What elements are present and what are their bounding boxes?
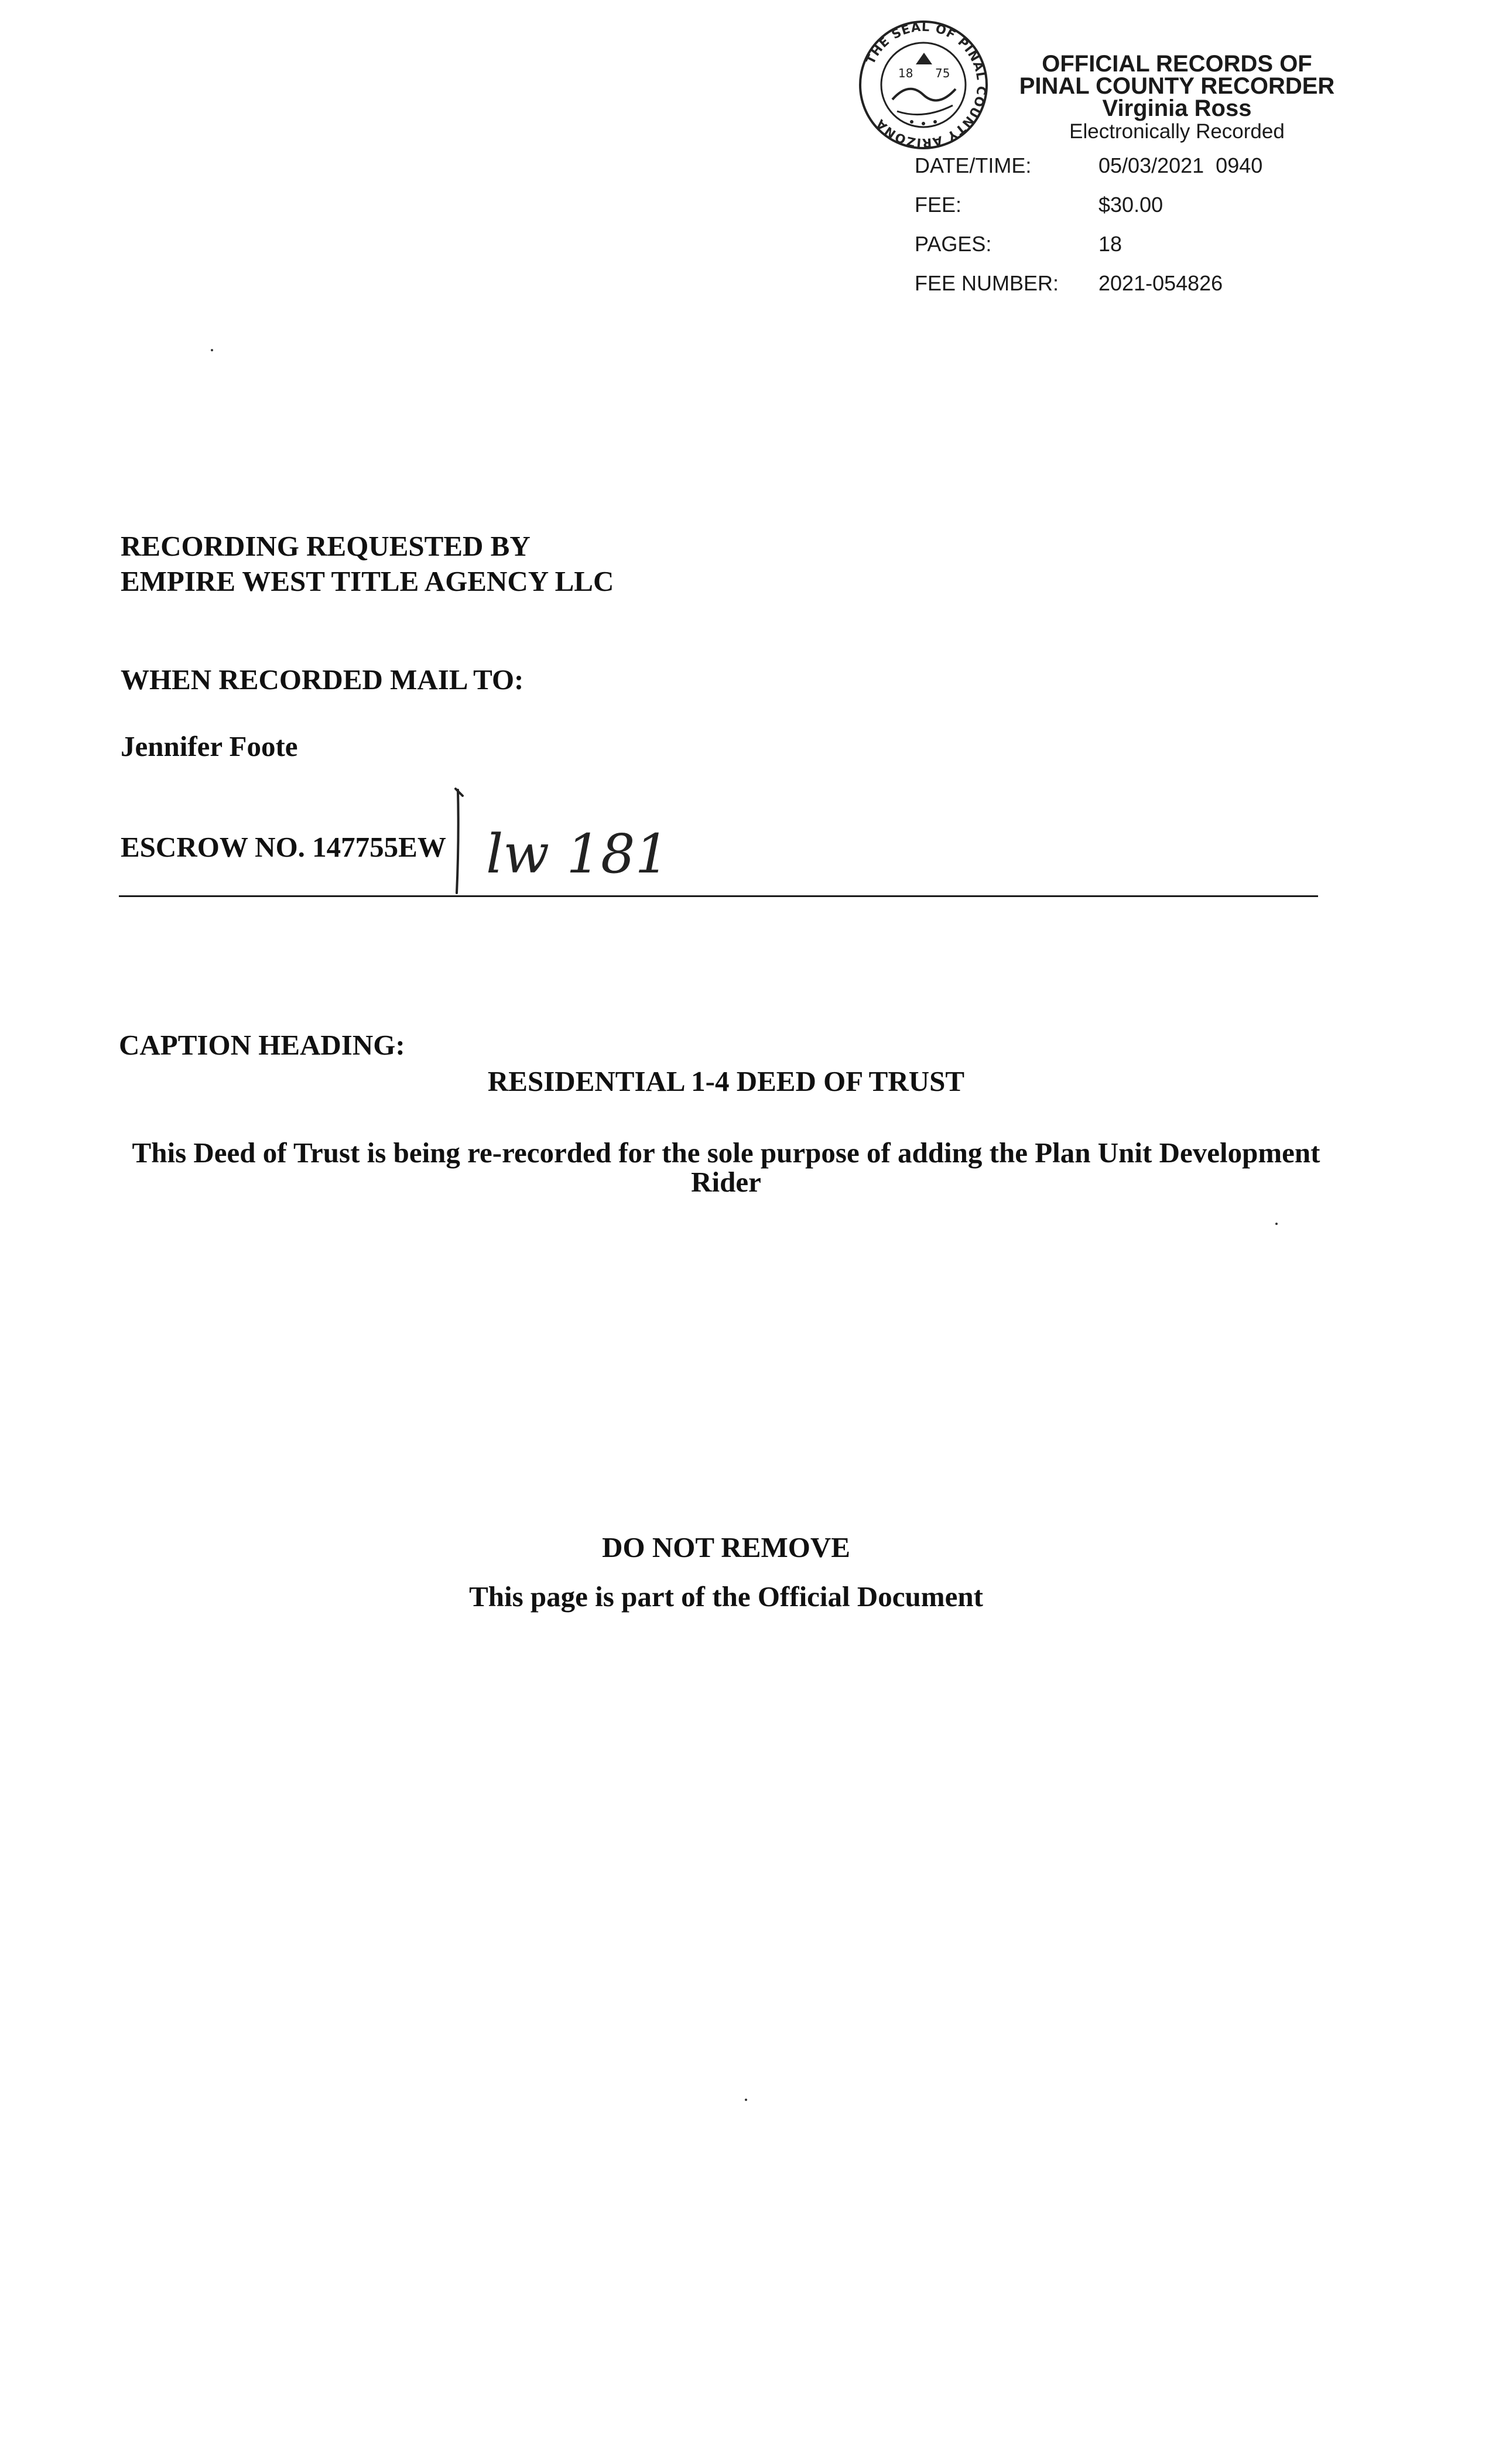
detail-row-pages [915,232,1360,271]
handwritten-bracket [453,788,464,896]
detail-value: 2021-054826 [1098,271,1223,295]
detail-label: FEE NUMBER: [915,271,1059,295]
handwritten-note [486,814,697,890]
rerecording-note-line1: This Deed of Trust is being re-recorded for the sole purpose of adding the Plan Unit Development [132,1137,1320,1169]
requested-by-name: EMPIRE WEST TITLE AGENCY LLC [121,565,614,597]
stamp-title-line1: OFFICIAL RECORDS OF [1042,51,1312,77]
recording-method: Electronically Recorded [1069,120,1285,143]
svg-text:THE SEAL OF PINAL COUNTY ARIZO: THE SEAL OF PINAL COUNTY ARIZONA [863,19,989,150]
detail-value: 18 [1098,232,1122,256]
caption-heading-label: CAPTION HEADING: [119,1029,405,1061]
detail-label: FEE: [915,193,962,217]
detail-row-datetime [915,153,1360,193]
detail-value: 05/03/2021 0940 [1098,153,1263,177]
detail-row-fee [915,193,1360,232]
mail-to-label: WHEN RECORDED MAIL TO: [121,663,524,696]
recorder-stamp-header [978,53,1376,144]
recording-details [915,153,1360,310]
detail-row-fee-number [915,271,1360,310]
rerecording-note-line2: Rider [691,1166,761,1198]
svg-text:75: 75 [935,66,950,80]
detail-label: DATE/TIME: [915,153,1032,177]
do-not-remove-warning: DO NOT REMOVE [602,1531,850,1563]
mail-to-name: Jennifer Foote [121,730,298,762]
scan-speck [211,349,213,351]
scan-speck [745,2099,747,2101]
scan-speck [1275,1223,1278,1225]
document-title: RESIDENTIAL 1-4 DEED OF TRUST [487,1065,965,1097]
svg-text:18: 18 [898,66,913,80]
county-seal [856,18,991,152]
svg-text:lw 181: lw 181 [486,823,670,885]
requested-by-label: RECORDING REQUESTED BY [121,530,531,562]
separator-line [119,895,1318,897]
detail-label: PAGES: [915,232,992,256]
recorder-name: Virginia Ross [1102,95,1252,121]
stamp-title-line2: PINAL COUNTY RECORDER [1019,73,1335,99]
detail-value: $30.00 [1098,193,1163,217]
official-document-notice: This page is part of the Official Document [469,1580,983,1613]
escrow-number: ESCROW NO. 147755EW [121,831,446,863]
